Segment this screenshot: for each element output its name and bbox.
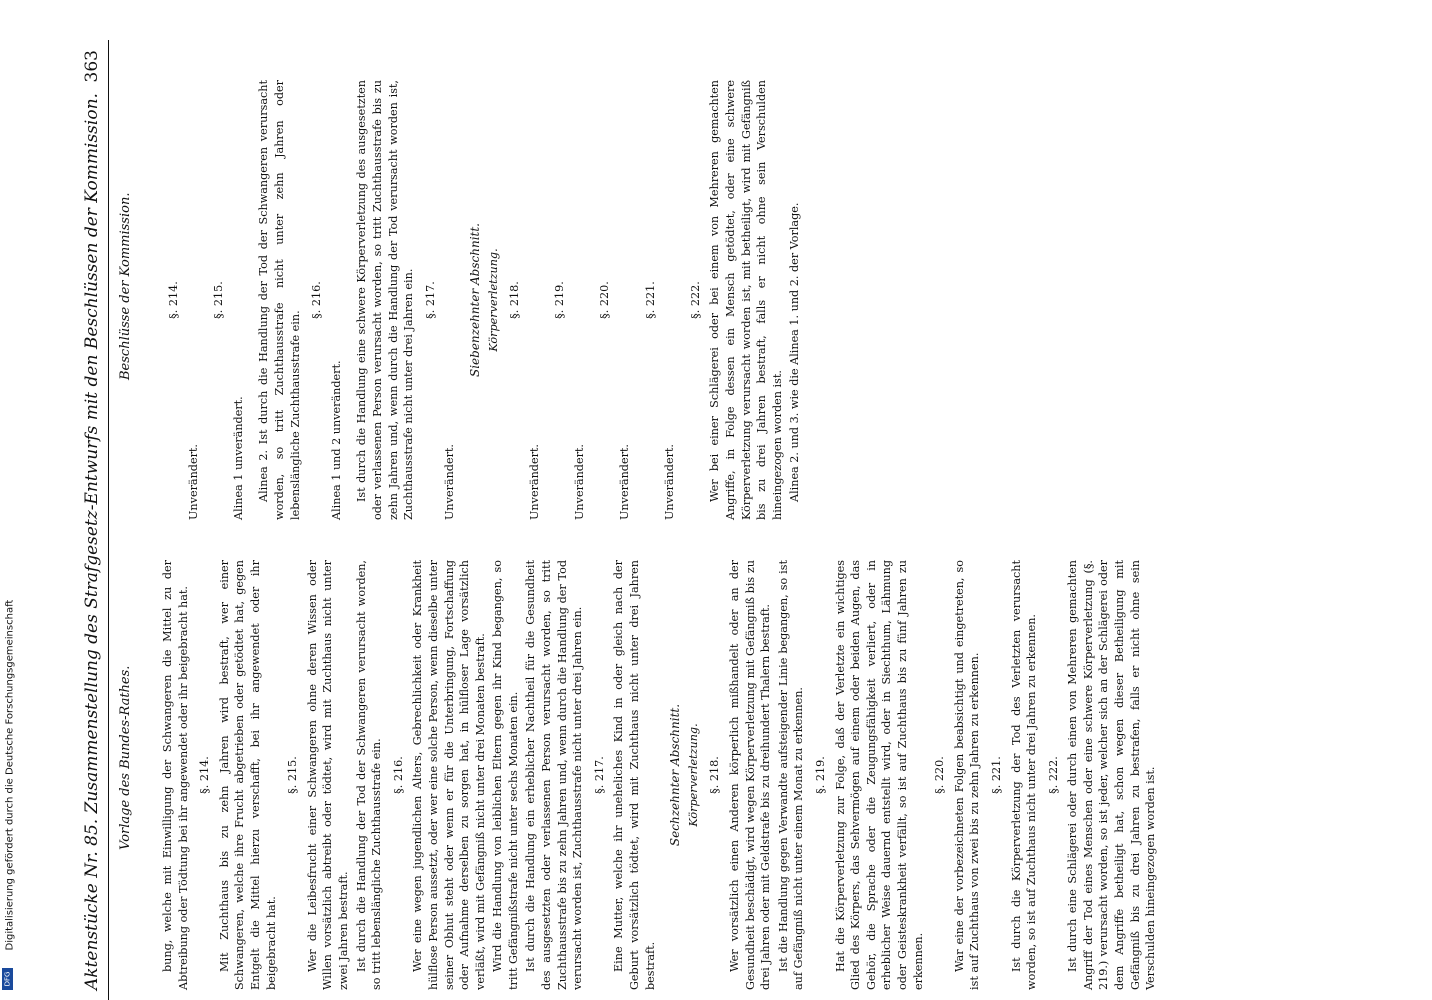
chapter-heading: Siebenzehnter Abschnitt. [467, 223, 482, 378]
paragraph: Ist durch die Handlung der Tod der Schwangeren verursacht worden, so tritt lebenslängliche Zuchthausstrafe ein. [354, 560, 384, 990]
chapter-subheading: Körperverletzung. [486, 248, 500, 352]
page-number: 363 [82, 50, 102, 83]
paragraph: War eine der vorbezeichneten Folgen beabsichtigt und eingetreten, so ist auf Zuchthaus von zwei bis zu zehn Jahren zu erkennen. [952, 560, 982, 990]
section-number: §. 219. [553, 281, 567, 319]
header-rule [108, 40, 109, 1000]
left-column-heading: Vorlage des Bundes-Rathes. [118, 665, 133, 850]
paragraph: Unverändert. [186, 444, 200, 520]
paragraph: Ist durch die Körperverletzung der Tod des Verletzten verursacht worden, so ist auf Zuchthaus nicht unter drei Jahren zu erkennen. [1009, 560, 1039, 990]
left-column [160, 560, 1161, 990]
dfg-logo [2, 968, 13, 990]
document-page [80, 40, 1390, 1000]
chapter-subheading: Körperverletzung. [686, 723, 700, 827]
paragraph: Wer die Leibesfrucht einer Schwangeren ohne deren Wissen oder Willen vorsätzlich abtreibt oder tödtet, wird mit Zuchthaus nicht unter zwei Jahren bestraft. [305, 560, 350, 990]
section-number: §. 218. [508, 281, 522, 319]
section-number: §. 214. [198, 756, 212, 794]
paragraph: Wer bei einer Schlägerei oder bei einem von Mehreren gemachten Angriffe, in Folge dessen ein Mensch getödtet, oder eine schwere Körperverletzung verursacht worden ist, mit betheiligt, wird mit Gefängniß bis zu drei Jahren bestraft, falls er nicht ohne sein Verschulden hineingezogen worden ist. [708, 80, 784, 520]
paragraph: Unverändert. [443, 444, 457, 520]
right-column [160, 80, 805, 520]
section-number: §. 220. [933, 756, 947, 794]
footer-credit [0, 0, 14, 1000]
paragraph: Ist durch die Handlung eine schwere Körperverletzung des ausgesetzten oder verlassenen Person verursacht worden, so tritt Zuchthausstrafe bis zu zehn Jahren und, wenn durch die Handlung der Tod verursacht worden ist, Zuchthausstrafe nicht unter drei Jahren ein. [355, 80, 416, 520]
paragraph: Unverändert. [663, 444, 677, 520]
section-number: §. 221. [643, 281, 657, 319]
section-number: §. 217. [592, 756, 606, 794]
section-number: §. 217. [423, 281, 437, 319]
paragraph: Unverändert. [572, 444, 586, 520]
section-number: §. 219. [813, 756, 827, 794]
paragraph: Mit Zuchthaus bis zu zehn Jahren wird bestraft, wer einer Schwangeren, welche ihre Frucht abgetrieben oder getödtet hat, gegen Entgelt die Mittel hierzu verschafft, bei ihr angewendet oder ihr beigebracht hat. [217, 560, 278, 990]
header-title: Aktenstücke Nr. 85. Zusammenstellung des Strafgesetz-Entwurfs mit den Beschlüssen der Kommission. [82, 93, 102, 990]
chapter-heading: Sechzehnter Abschnitt. [668, 703, 683, 847]
paragraph: Eine Mutter, welche ihr uneheliches Kind in oder gleich nach der Geburt vorsätzlich tödtet, wird mit Zuchthaus nicht unter drei Jahren bestraft. [612, 560, 657, 990]
paragraph: Unverändert. [618, 444, 632, 520]
section-number: §. 218. [708, 756, 722, 794]
section-number: §. 222. [1046, 756, 1060, 794]
paragraph: Ist die Handlung gegen Verwandte aufsteigender Linie begangen, so ist auf Gefängniß nicht unter einem Monat zu erkennen. [776, 560, 806, 990]
paragraph: Ist durch eine Schlägerei oder durch einen von Mehreren gemachten Angriff der Tod eines Menschen oder eine schwere Körperverletzung (§. 219.) verursacht worden, so ist jeder, welcher sich an der Schlägerei oder dem Angriffe betheiligt hat, schon wegen dieser Betheiligung mit Gefängniß bis zu drei Jahren zu bestrafen, falls er nicht ohne sein Verschulden hineingezogen worden ist. [1066, 560, 1158, 990]
section-number: §. 214. [167, 281, 180, 319]
section-number: §. 215. [286, 756, 300, 794]
section-number: §. 222. [688, 281, 702, 319]
footer-credit-text: Digitalisierung gefördert durch die Deutsche Forschungsgemeinschaft [4, 599, 16, 951]
paragraph: Hat die Körperverletzung zur Folge, daß der Verletzte ein wichtiges Glied des Körpers, das Sehvermögen auf einem oder beiden Augen, das Gehör, die Sprache oder die Zeugungsfähigkeit verliert, oder in erheblicher Weise dauernd entstellt wird, oder in Siechthum, Lähmung oder Geisteskrankheit verfällt, so ist auf Zuchthaus bis zu fünf Jahren zu erkennen. [833, 560, 925, 990]
paragraph: Alinea 2. Ist durch die Handlung der Tod der Schwangeren verursacht worden, so tritt Zuchthausstrafe nicht unter zehn Jahren oder lebenslängliche Zuchthausstrafe ein. [257, 80, 302, 520]
paragraph: Unverändert. [527, 444, 541, 520]
page-header [80, 40, 106, 1000]
paragraph: Alinea 1 und 2 unverändert. [329, 360, 343, 520]
section-number: §. 221. [989, 756, 1003, 794]
paragraph: Wer vorsätzlich einen Anderen körperlich mißhandelt oder an der Gesundheit beschädigt, wird wegen Körperverletzung mit Gefängniß bis zu drei Jahren oder mit Geldstrafe bis zu dreihundert Thalern bestraft. [728, 560, 773, 990]
paragraph: Ist durch die Handlung ein erheblicher Nachtheil für die Gesundheit des ausgesetzten oder verlassenen Person verursacht worden, so tritt Zuchthausstrafe bis zu zehn Jahren und, wenn durch die Handlung der Tod verursacht worden ist, Zuchthausstrafe nicht unter drei Jahren ein. [524, 560, 585, 990]
paragraph: Wer eine wegen jugendlichen Alters, Gebrechlichkeit oder Krankheit hülflose Person aussetzt, oder wer eine solche Person, wenn dieselbe unter seiner Obhut steht oder wenn er für die Unterbringung, Fortschaffung oder Aufnahme derselben zu sorgen hat, in hülfloser Lage vorsätzlich verläßt, wird mit Gefängniß nicht unter drei Monaten bestraft. [411, 560, 487, 990]
section-number: §. 220. [598, 281, 612, 319]
paragraph: bung, welche mit Einwilligung der Schwangeren die Mittel zu der Abtreibung oder Tödtung bei ihr angewendet oder ihr beigebracht hat. [161, 560, 190, 990]
dfg-logo-text: DFG [3, 971, 12, 987]
right-column-heading: Beschlüsse der Kommission. [118, 192, 133, 380]
section-number: §. 216. [391, 756, 405, 794]
section-number: §. 216. [310, 281, 324, 319]
paragraph: Alinea 1 unverändert. [231, 396, 245, 520]
section-number: §. 215. [212, 281, 226, 319]
paragraph: Alinea 2. und 3. wie die Alinea 1. und 2. der Vorlage. [788, 202, 802, 502]
paragraph: Wird die Handlung von leiblichen Eltern gegen ihr Kind begangen, so tritt Gefängnißstrafe nicht unter sechs Monaten ein. [491, 560, 520, 990]
